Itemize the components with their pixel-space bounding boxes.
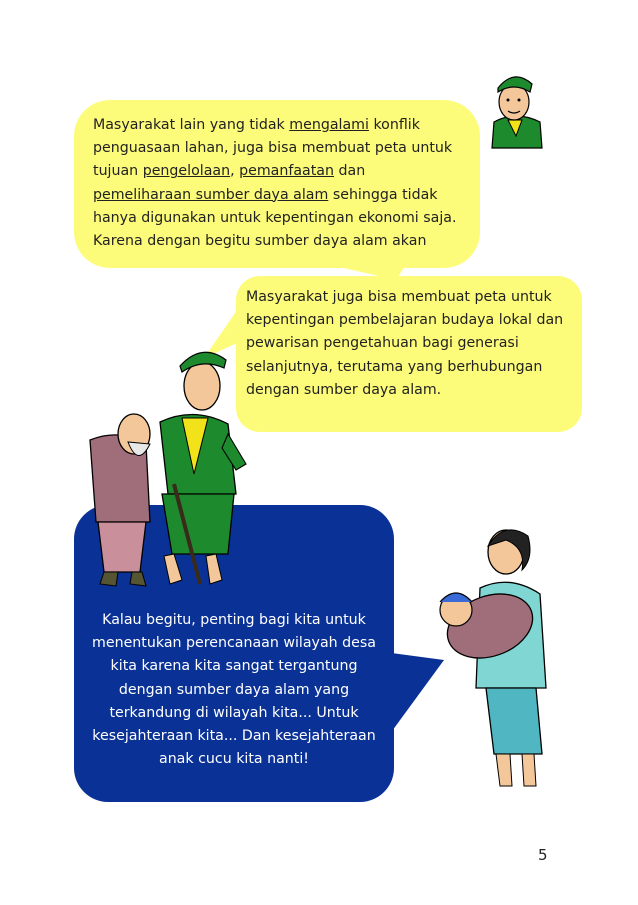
woman-with-baby-icon: [430, 518, 566, 794]
speech-bubble-middle: [236, 276, 582, 432]
bubble-bottom-text: Kalau begitu, penting bagi kita untuk menentukan perencanaan wilayah desa kita karena kita sangat tergantung dengan sumber daya alam yang terkandung di wilayah kita... Untuk kesejahteraan kita... Dan kesejahteraan anak cucu kita nanti!: [92, 612, 376, 768]
bubble-top-text: Masyarakat lain yang tidak mengalami konflik penguasaan lahan, juga bisa membuat peta untuk tujuan pengelolaan, pemanfaatan dan pemeliharaan sumber daya alam sehingga tidak hanya digunakan untuk kepentingan ekonomi saja. Karena dengan begitu sumber daya alam akan: [93, 117, 457, 250]
page-number: 5: [538, 846, 548, 864]
bubble-middle-text: Masyarakat juga bisa membuat peta untuk kepentingan pembelajaran budaya lokal dan pewarisan pengetahuan bagi generasi selanjutnya, terutama yang berhubungan dengan sumber daya alam.: [246, 289, 564, 398]
speech-bubble-top: [74, 100, 480, 268]
old-man-and-young-man-icon: [76, 344, 252, 592]
man-green-hat-icon: [486, 62, 546, 152]
